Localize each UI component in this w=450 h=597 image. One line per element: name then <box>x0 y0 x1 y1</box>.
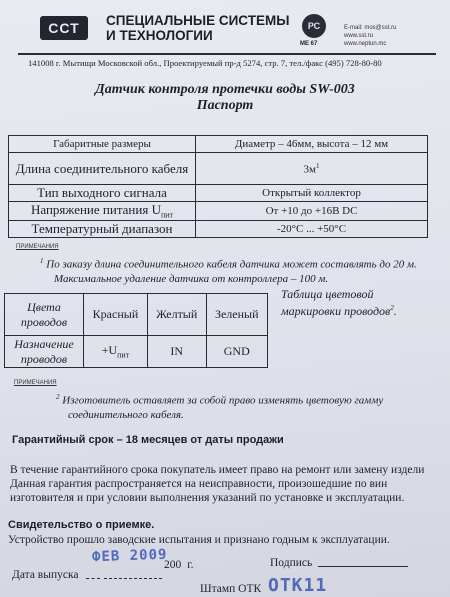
table-row <box>9 185 428 202</box>
year-value: 200 <box>164 559 182 571</box>
assignment-cell: IN <box>147 336 206 368</box>
table-row <box>9 136 428 153</box>
table-row <box>9 202 428 221</box>
spec-value: От +10 до +16В DC <box>196 202 428 221</box>
warranty-heading: Гарантийный срок – 18 месяцев от даты продажи <box>12 434 284 446</box>
company-name-line1: СПЕЦИАЛЬНЫЕ СИСТЕМЫ <box>106 13 290 28</box>
warranty-text <box>10 463 424 505</box>
table-row <box>5 294 268 336</box>
footnote-mark: 1 <box>315 161 320 170</box>
title-line1: Датчик контроля протечки воды SW-003 <box>95 82 355 97</box>
acceptance-heading: Свидетельство о приемке. <box>8 519 155 531</box>
subscript: пит <box>117 350 130 360</box>
spec-value: -20°С ... +50°С <box>196 220 428 237</box>
note-2-line2: соединительного кабеля. <box>68 408 184 421</box>
caption-end: . <box>393 304 397 318</box>
title-line2: Паспорт <box>196 98 254 113</box>
header-divider <box>18 53 436 55</box>
year-text <box>164 558 194 572</box>
warranty-line1: В течение гарантийного срока покупатель имеет право на ремонт или замену издели <box>10 464 425 476</box>
spec-value <box>196 153 428 185</box>
company-address: 141008 г. Мытищи Московской обл., Проектируемый пр-д 5274, стр. 7, тел./факс (495) 728-80-80 <box>28 58 382 68</box>
wire-color-table <box>4 293 268 368</box>
date-stamp: ФЕВ 2009 <box>91 546 168 566</box>
color-header-label: Цвета проводов <box>5 294 84 336</box>
note-1 <box>40 254 417 286</box>
subscript: пит <box>160 210 174 220</box>
footnote-mark: 2 <box>390 304 394 312</box>
spec-key: Тип выходного сигнала <box>9 185 196 202</box>
date-blank-month <box>104 578 162 579</box>
spec-key: Габаритные размеры <box>9 136 196 153</box>
note-2 <box>56 390 383 422</box>
table-row <box>5 336 268 368</box>
note-1-line1 <box>40 254 417 272</box>
spec-value: Диаметр – 46мм, высота – 12 мм <box>196 136 428 153</box>
assignment-cell: GND <box>206 336 268 368</box>
certification-code: МЕ 67 <box>300 41 318 47</box>
company-logo: ССТ <box>40 16 88 40</box>
date-blank-day <box>86 578 100 579</box>
spec-value: Открытый коллектор <box>196 185 428 202</box>
spec-table <box>8 135 428 238</box>
footnote-mark: 1 <box>40 257 44 265</box>
notes-label: ПРИМЕЧАНИЯ <box>14 380 57 386</box>
table-row <box>9 153 428 185</box>
color-cell: Желтый <box>147 294 206 336</box>
company-name <box>106 13 301 43</box>
footnote-mark: 2 <box>56 393 60 401</box>
otk-stamp-label: Штамп ОТК <box>200 583 262 595</box>
warranty-line2: Данная гарантия распространяется на неисправности, произошедшие по вин <box>10 478 388 490</box>
table-row <box>9 220 428 237</box>
assignment-text: +U <box>101 343 118 358</box>
note-text: По заказу длина соединительного кабеля датчика может составлять до 20 м. <box>46 258 417 271</box>
website-text-2: www.neptun.mc <box>344 41 387 47</box>
caption-text: Таблица цветовой маркировки проводов <box>281 287 391 318</box>
warranty-line3: изготовителя и при условии выполнения указаний по установке и эксплуатации. <box>10 492 405 504</box>
note-1-line2: Максимальное удаление датчика от контроллера – 100 м. <box>54 272 329 285</box>
color-cell: Зеленый <box>206 294 268 336</box>
contacts <box>344 24 396 48</box>
color-table-caption <box>281 287 431 318</box>
certification-mark-icon: РС <box>302 14 326 38</box>
email-text: E-mail: mos@sst.ru <box>344 25 397 31</box>
notes-label: ПРИМЕЧАНИЯ <box>16 244 59 250</box>
spec-key: Длина соединительного кабеля <box>9 153 196 185</box>
document-title <box>0 82 450 114</box>
spec-value-text: 3м <box>303 163 316 176</box>
assignment-header-label: Назначение проводов <box>5 336 84 368</box>
signature-label: Подпись <box>270 557 313 569</box>
spec-key: Температурный диапазон <box>9 220 196 237</box>
note-2-line1 <box>56 390 383 408</box>
release-date-label: Дата выпуска <box>12 569 79 581</box>
note-text: Изготовитель оставляет за собой право изменять цветовую гамму <box>62 394 384 407</box>
signature-line <box>318 566 408 567</box>
spec-key <box>9 202 196 221</box>
year-end: г. <box>187 559 194 571</box>
assignment-cell <box>84 336 148 368</box>
otk-stamp: ОТК11 <box>268 575 328 596</box>
acceptance-text: Устройство прошло заводские испытания и признано годным к эксплуатации. <box>8 534 390 546</box>
company-name-line2: И ТЕХНОЛОГИИ <box>106 28 213 43</box>
spec-key-text: Напряжение питания U <box>30 202 161 217</box>
color-cell: Красный <box>84 294 148 336</box>
website-text: www.sst.ru <box>344 33 374 39</box>
